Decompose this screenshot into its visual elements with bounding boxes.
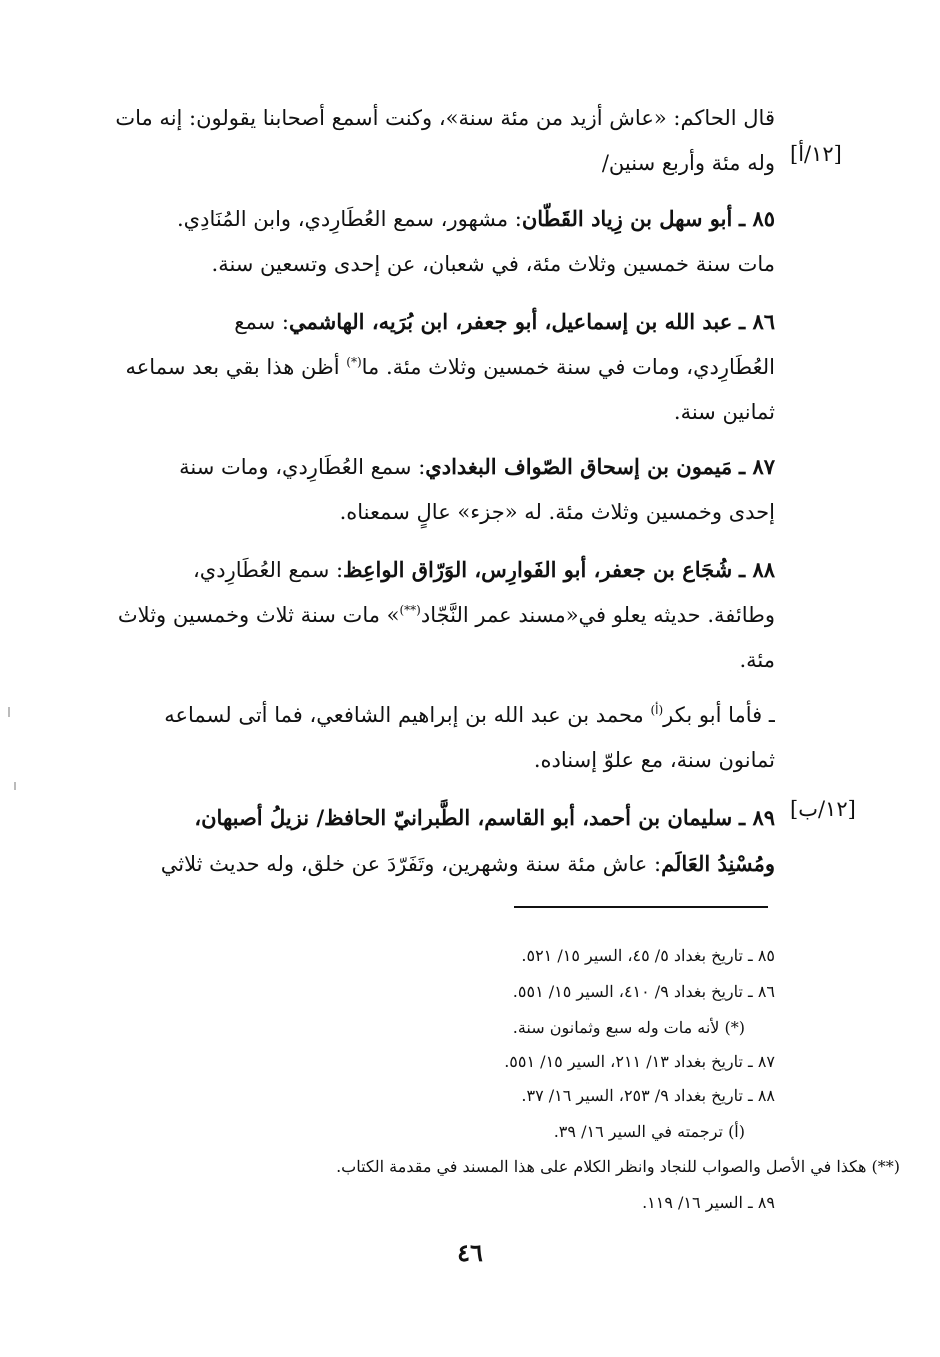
entry-name: شُجَاع بن جعفر، أبو الفَوارِس، الوَرّاق الواعِظ [343,557,733,582]
entry-number: ٨٥ ـ [738,206,775,231]
paragraph-abu-bakr [55,693,775,783]
footnote-89: ٨٩ ـ السير ١٦/ ١١٩. [642,1193,775,1212]
text-line: وله مئة وأربع سنين/ [601,151,775,175]
page-number: ٤٦ [457,1238,483,1267]
paragraph-hakim-quote [55,96,775,186]
entry-heading [55,299,775,345]
entry-heading [55,547,775,593]
scan-artifact [8,707,10,717]
footnote-86: ٨٦ ـ تاريخ بغداد ٩/ ٤١٠، السير ١٥/ ٥٥١. [512,982,775,1001]
text-line [55,841,775,887]
footnote-double-star: (**) هكذا في الأصل والصواب للنجاد وانظر الكلام على هذا المسند في مقدمة الكتاب. [336,1157,900,1176]
entry-88 [55,547,775,683]
scan-artifact [14,782,16,790]
text-line [55,593,775,638]
entry-name: أبو سهل بن زِياد القَطّان [521,206,733,231]
text-segment: : سمع [234,310,289,334]
entry-number: ٨٧ ـ [738,454,775,479]
text-segment: العُطَارِدي، ومات في سنة خمسين وثلاث مئة. ما [361,355,775,379]
text-segment: أظن هذا بقي بعد سماعه [125,355,340,379]
text-segment: محمد بن عبد الله بن إبراهيم الشافعي، فما أتى لسماعه [164,703,644,727]
text-line [55,345,775,390]
footnote-marker: (**) [399,603,421,617]
entry-85 [55,196,775,287]
entry-number: ٨٦ ـ [738,309,775,334]
footnote-star: (*) لأنه مات وله سبع وثمانون سنة. [512,1018,745,1037]
text-line: قال الحاكم: «عاش أزيد من مئة سنة»، وكنت أسمع أصحابنا يقولون: إنه مات [115,106,775,130]
text-segment: : سمع العُطَارِدي، [193,558,344,582]
text-segment: : عاش مئة سنة وشهرين، وتَفَرّدَ عن خلق، وله حديث ثلاثي [160,852,662,876]
text-line: ثمانون سنة، مع علوّ إسناده. [533,748,775,772]
entry-name: سليمان بن أحمد، أبو القاسم، الطَّبرانيّ الحافظ/ نزيلُ أصبهان، [194,805,733,830]
text-line [55,693,775,738]
entry-89 [55,795,775,887]
text-segment: : سمع العُطَارِدي، ومات سنة [179,455,426,479]
text-segment: ـ فأما أبو بكر [663,703,775,727]
text-line: إحدى وخمسين وثلاث مئة. له «جزء» عالٍ سمعناه. [339,500,775,524]
text-line: مات سنة خمسين وثلاث مئة، في شعبان، عن إحدى وتسعين سنة. [211,252,775,276]
text-segment: : مشهور، سمع العُطَارِدي، وابن المُنَادِي. [176,207,522,231]
footnote-marker: (أ) [650,703,664,717]
entry-86 [55,299,775,435]
footnote-85: ٨٥ ـ تاريخ بغداد ٥/ ٤٥، السير ١٥/ ٥٢١. [521,946,775,965]
entry-heading [55,795,775,841]
folio-note-12a: [١٢/أ] [790,142,842,166]
footnote-88: ٨٨ ـ تاريخ بغداد ٩/ ٢٥٣، السير ١٦/ ٣٧. [521,1086,775,1105]
text-line: ثمانين سنة. [673,400,775,424]
footnote-87: ٨٧ ـ تاريخ بغداد ١٣/ ٢١١، السير ١٥/ ٥٥١. [504,1052,775,1071]
entry-87 [55,444,775,535]
entry-number: ٨٨ ـ [738,557,775,582]
text-line: مئة. [739,648,775,672]
entry-name: ومُسْنِدُ العَالَم [661,851,775,876]
footnote-marker: (*) [346,355,362,369]
entry-number: ٨٩ ـ [738,805,775,830]
footnote-alif: (أ) ترجمته في السير ١٦/ ٣٩. [553,1122,745,1141]
footnote-separator [514,906,768,908]
entry-heading [55,196,775,242]
text-segment: وطائفة. حديثه يعلو في«مسند عمر النَّجّاد [420,603,775,627]
folio-note-12b: [١٢/ب] [790,797,856,821]
entry-name: مَيمون بن إسحاق الصّواف البغدادي [425,454,733,479]
text-segment: » مات سنة ثلاث وخمسين وثلاث [117,603,400,627]
entry-name: عبد الله بن إسماعيل، أبو جعفر، ابن بُرَيه، الهاشمي [288,309,733,334]
entry-heading [55,444,775,490]
